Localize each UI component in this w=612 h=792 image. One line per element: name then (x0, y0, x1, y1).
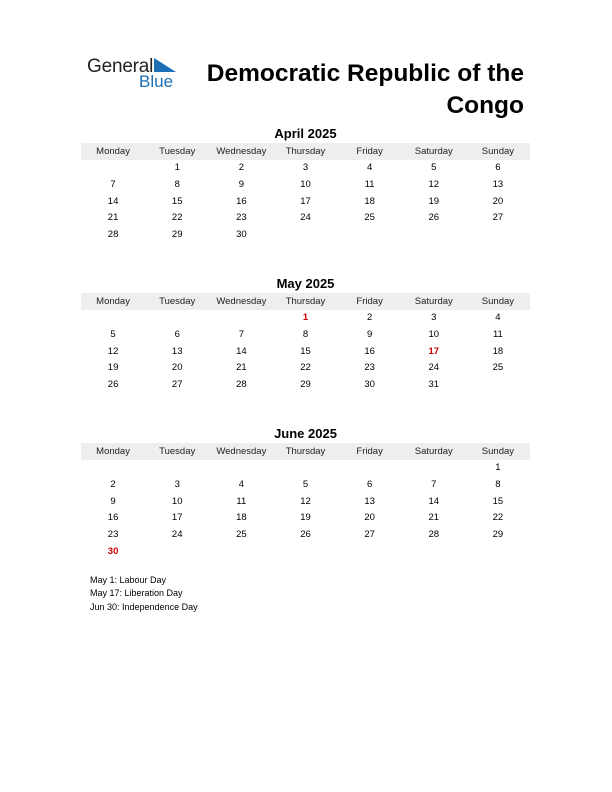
weekday-label: Friday (356, 296, 383, 307)
day-cell: 22 (171, 212, 183, 224)
day-cell: 29 (171, 229, 183, 241)
weekday-label: Sunday (481, 296, 515, 307)
day-cell: 9 (110, 495, 116, 507)
day-cell (145, 310, 209, 327)
day-cell: 3 (302, 162, 309, 173)
day-cell (273, 544, 337, 561)
week-row (81, 477, 530, 494)
day-cell: 14 (107, 195, 119, 207)
week-row (81, 210, 530, 227)
day-cell: 20 (492, 195, 504, 207)
week-row (81, 194, 530, 211)
day-cell: 9 (238, 178, 244, 190)
day-cell: 8 (174, 178, 180, 190)
day-cell: 7 (431, 478, 437, 490)
day-cell: 23 (107, 529, 119, 541)
day-cell: 24 (171, 529, 183, 541)
day-cell (209, 310, 273, 327)
day-cell: 17 (428, 345, 440, 357)
day-cell: 4 (495, 312, 501, 323)
day-cell: 24 (428, 362, 440, 374)
day-cell: 9 (366, 328, 373, 340)
page-title-line-1: Democratic Republic of the (206, 60, 524, 87)
day-cell (338, 460, 402, 477)
weekday-label: Wednesday (216, 446, 267, 457)
day-cell: 30 (236, 229, 247, 241)
day-cell: 26 (107, 379, 119, 391)
day-cell: 31 (428, 379, 440, 391)
day-cell: 28 (428, 529, 440, 541)
day-cell: 17 (300, 195, 311, 207)
day-cell: 29 (300, 379, 311, 391)
day-cell (209, 460, 273, 477)
week-row (81, 344, 530, 361)
week-row (81, 544, 530, 561)
weekday-label: Saturday (414, 446, 453, 457)
weekday-label: Wednesday (216, 146, 267, 157)
weekday-label: Monday (96, 146, 130, 157)
day-cell: 6 (495, 162, 501, 173)
holiday-item: May 1: Labour Day (90, 575, 167, 585)
day-cell: 21 (236, 362, 247, 374)
day-cell: 18 (492, 345, 504, 357)
day-cell: 15 (492, 495, 504, 507)
day-cell: 10 (428, 328, 440, 340)
day-cell: 23 (364, 362, 375, 374)
day-cell (466, 544, 530, 561)
month-calendar (81, 425, 530, 561)
day-cell (466, 227, 530, 244)
day-cell (402, 460, 466, 477)
weekday-header (81, 143, 530, 160)
page-title (164, 58, 524, 122)
day-cell (338, 227, 402, 244)
day-cell: 17 (171, 512, 183, 524)
day-cell: 28 (236, 379, 247, 391)
day-cell: 13 (364, 495, 375, 507)
day-cell: 11 (364, 178, 375, 190)
week-row (81, 527, 530, 544)
week-row (81, 377, 530, 394)
week-row (81, 227, 530, 244)
day-cell: 3 (431, 312, 437, 323)
week-row (81, 310, 530, 327)
day-cell: 7 (110, 178, 116, 190)
weekday-label: Sunday (481, 146, 515, 157)
day-cell: 24 (300, 212, 311, 224)
weekday-label: Monday (96, 446, 130, 457)
weekday-header (81, 293, 530, 310)
day-cell: 26 (300, 529, 311, 541)
day-cell: 25 (364, 212, 375, 224)
day-cell: 25 (236, 529, 247, 541)
day-cell: 30 (107, 545, 119, 557)
day-cell: 28 (107, 229, 119, 241)
weekday-label: Friday (356, 146, 383, 157)
weekday-label: Thursday (285, 446, 326, 457)
day-cell: 4 (366, 162, 373, 173)
day-cell: 4 (238, 478, 244, 490)
day-cell: 26 (428, 212, 440, 224)
month-title: May 2025 (276, 276, 335, 291)
day-cell: 5 (110, 328, 116, 340)
day-cell: 5 (302, 478, 309, 490)
day-cell: 12 (428, 178, 440, 190)
weekday-label: Saturday (414, 296, 453, 307)
day-cell: 11 (492, 328, 503, 340)
day-cell: 27 (171, 379, 183, 391)
day-cell: 16 (236, 195, 247, 207)
day-cell: 19 (428, 195, 440, 207)
weekday-label: Friday (356, 446, 383, 457)
week-row (81, 177, 530, 194)
logo-word-general: General (87, 56, 154, 77)
day-cell (402, 544, 466, 561)
week-row (81, 160, 530, 177)
day-cell: 12 (300, 495, 311, 507)
day-cell: 8 (495, 478, 501, 490)
week-row (81, 460, 530, 477)
day-cell: 6 (366, 478, 373, 490)
day-cell: 16 (107, 512, 119, 524)
day-cell: 15 (300, 345, 311, 357)
day-cell: 21 (107, 212, 119, 224)
weekday-label: Tuesday (159, 296, 196, 307)
weekday-header (81, 443, 530, 460)
holiday-item: Jun 30: Independence Day (90, 601, 198, 612)
day-cell: 20 (364, 512, 375, 524)
weekday-label: Thursday (285, 296, 326, 307)
day-cell: 14 (428, 495, 440, 507)
day-cell (402, 227, 466, 244)
weekday-label: Wednesday (216, 296, 267, 307)
week-row (81, 494, 530, 511)
day-cell: 14 (236, 345, 247, 357)
day-cell (145, 460, 209, 477)
day-cell: 10 (300, 178, 311, 190)
day-cell (466, 377, 530, 394)
day-cell (338, 544, 402, 561)
day-cell: 13 (171, 345, 183, 357)
day-cell: 3 (174, 478, 180, 490)
day-cell: 18 (236, 512, 247, 524)
logo-word-blue: Blue (139, 72, 174, 91)
month-title: April 2025 (274, 126, 337, 141)
day-cell: 7 (238, 328, 244, 340)
day-cell: 15 (171, 195, 183, 207)
weekday-label: Tuesday (159, 446, 196, 457)
day-cell: 1 (174, 162, 180, 173)
week-row (81, 327, 530, 344)
day-cell (273, 227, 337, 244)
day-cell: 29 (492, 529, 504, 541)
day-cell (81, 160, 145, 177)
day-cell: 23 (236, 212, 247, 224)
page-title-line-2: Congo (446, 92, 524, 119)
day-cell (273, 460, 337, 477)
day-cell (81, 310, 145, 327)
day-cell: 30 (364, 379, 375, 391)
month-calendar (81, 275, 530, 394)
day-cell: 22 (492, 512, 504, 524)
weekday-label: Sunday (481, 446, 515, 457)
week-row (81, 510, 530, 527)
day-cell (81, 460, 145, 477)
day-cell (145, 544, 209, 561)
month-title: June 2025 (274, 426, 337, 441)
day-cell: 1 (302, 312, 309, 323)
week-row (81, 360, 530, 377)
day-cell: 19 (107, 362, 119, 374)
day-cell: 22 (300, 362, 311, 374)
holiday-item: May 17: Liberation Day (90, 588, 183, 599)
day-cell: 21 (428, 512, 440, 524)
day-cell: 25 (492, 362, 504, 374)
day-cell: 13 (492, 178, 504, 190)
day-cell: 5 (431, 162, 437, 173)
weekday-label: Monday (96, 296, 130, 307)
weekday-label: Thursday (285, 146, 326, 157)
weekday-label: Tuesday (159, 146, 196, 157)
day-cell: 12 (107, 345, 119, 357)
day-cell (209, 544, 273, 561)
day-cell: 1 (495, 462, 501, 473)
day-cell: 10 (171, 495, 183, 507)
day-cell: 2 (110, 478, 116, 490)
day-cell: 20 (171, 362, 183, 374)
day-cell: 11 (236, 495, 247, 507)
holiday-list (90, 574, 198, 614)
weekday-label: Saturday (414, 146, 453, 157)
day-cell: 2 (366, 312, 373, 323)
day-cell: 6 (174, 328, 180, 340)
day-cell: 16 (364, 345, 375, 357)
day-cell: 18 (364, 195, 375, 207)
day-cell: 8 (302, 328, 309, 340)
day-cell: 27 (492, 212, 504, 224)
day-cell: 2 (238, 162, 244, 173)
day-cell: 27 (364, 529, 375, 541)
day-cell: 19 (300, 512, 311, 524)
month-calendar (81, 125, 530, 244)
